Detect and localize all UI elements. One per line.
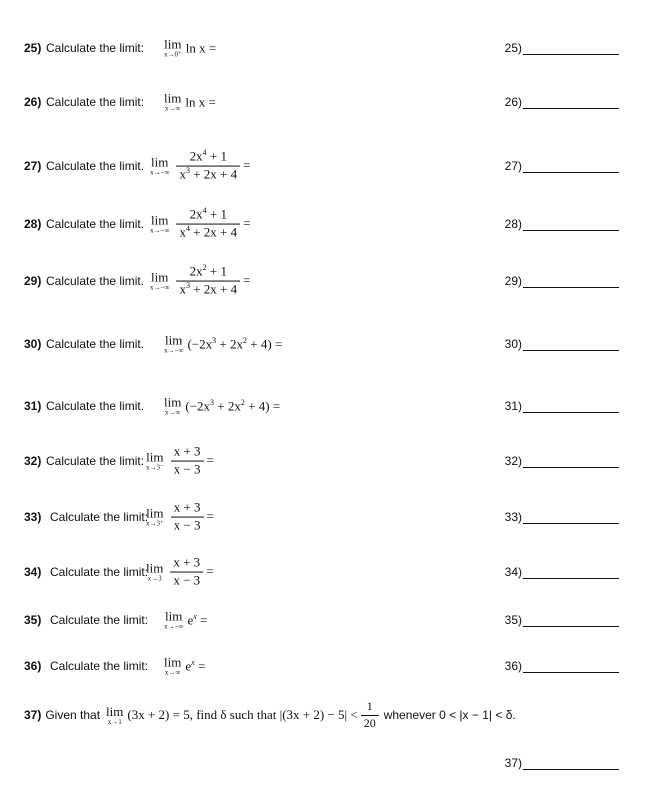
answer-line[interactable] [523,759,619,770]
answer-line[interactable] [523,98,619,109]
limit-subscript: x→3 [147,574,162,583]
math-expression: (3x + 2) = 5, find δ such that |(3x + 2) − 5| < [127,707,358,723]
problem-label: Calculate the limit. [46,337,145,351]
limit-subscript: x→−∞ [164,622,184,631]
answer-line[interactable] [523,616,619,627]
problem-math [164,334,282,355]
problem-math [164,656,205,677]
answer-blank-26[interactable] [505,95,619,109]
limit-operator: lim x→3⁻ [146,449,164,472]
limit-operator: lim x→∞ [164,654,182,677]
problem-text-end: whenever 0 < |x − 1| < δ. [383,708,516,723]
answer-line[interactable] [523,662,619,673]
problem-label: Calculate the limit: [46,41,145,55]
equals-sign: = [206,453,214,468]
problem-number: 37) [24,708,42,723]
problem-37 [24,700,516,731]
answer-blank-35[interactable] [505,613,619,627]
limit-operator: lim x→∞ [164,394,182,417]
problem-label: Calculate the limit: [50,659,149,673]
answer-blank-27[interactable] [505,159,619,173]
numerator: $2x^4 + 1$ [189,148,227,164]
limit-subscript: x→∞ [164,668,181,677]
fraction [170,556,203,589]
limit-subscript: x→0⁺ [164,50,182,59]
problem-label: Calculate the limit. [46,274,145,288]
fraction [171,445,204,478]
fraction [171,501,204,534]
problem-label: Calculate the limit: [46,95,145,109]
denominator: $x^4 + 2x + 4$ [176,224,240,241]
math-expression: ln x = [185,94,216,109]
problem-number: 30) [24,337,42,351]
answer-label: 32) [504,454,522,468]
problem-26 [24,82,645,122]
answer-label: 36) [504,659,522,673]
answer-label: 25) [504,41,522,55]
answer-label: 27) [504,159,522,173]
problem-text: Given that [45,708,101,723]
answer-blank-36[interactable] [505,659,619,673]
equals-sign: = [243,216,251,231]
equals-sign: = [243,158,251,173]
problem-math [146,445,214,478]
problem-label: Calculate the limit. [46,159,145,173]
answer-label: 26) [504,95,522,109]
limit-operator: lim x→3 [146,560,164,583]
problem-27 [24,146,645,186]
limit-operator: lim x→−∞ [164,332,184,355]
answer-line[interactable] [523,220,619,231]
equals-sign: = [206,564,214,579]
answer-line[interactable] [523,568,619,579]
limit-operator: lim x→∞ [164,90,182,113]
limit-subscript: x→∞ [164,408,181,417]
limit-operator: lim x→−∞ [164,608,184,631]
fraction [176,150,240,183]
answer-line[interactable] [523,457,619,468]
problem-number: 36) [24,659,42,673]
answer-blank-37[interactable] [505,756,619,770]
answer-blank-29[interactable] [505,274,619,288]
problem-label: Calculate the limit. [46,399,145,413]
equals-sign: = [206,509,214,524]
problem-math [146,501,214,534]
problem-math [106,700,382,731]
problem-31 [24,386,645,426]
problem-33 [24,497,645,537]
answer-blank-30[interactable] [505,337,619,351]
denominator: x − 3 [170,572,203,589]
problem-label: Calculate the limit: [50,510,149,524]
problem-math [164,610,207,631]
answer-label: 33) [504,510,522,524]
numerator: $2x^4 + 1$ [189,206,227,222]
problem-25 [24,28,645,68]
problem-math [164,396,280,417]
problem-number: 34) [24,565,42,579]
problem-number: 29) [24,274,42,288]
numerator: $2x^2 + 1$ [189,263,227,279]
problem-math [150,265,250,298]
math-expression: $e^x$ = [187,611,208,627]
math-expression: $(-2x^3 + 2x^2 + 4)$ = [185,397,281,413]
numerator: x + 3 [173,443,201,459]
problem-29 [24,261,645,301]
problem-number: 27) [24,159,42,173]
answer-blank-32[interactable] [505,454,619,468]
problem-32 [24,441,645,481]
limit-subscript: x→3⁻ [146,463,164,472]
problem-label: Calculate the limit. [46,217,145,231]
problem-number: 32) [24,454,42,468]
problem-math [150,150,250,183]
problem-math [146,556,214,589]
denominator: x − 3 [171,461,204,478]
numerator: x + 3 [173,499,201,515]
problem-36 [24,646,645,686]
limit-subscript: x→−∞ [150,226,170,235]
answer-line[interactable] [523,162,619,173]
limit-subscript: x→∞ [164,104,181,113]
answer-blank-31[interactable] [505,399,619,413]
problem-math [150,208,250,241]
answer-line[interactable] [523,44,619,55]
denominator: x − 3 [171,517,204,534]
answer-line[interactable] [523,340,619,351]
answer-line[interactable] [523,402,619,413]
limit-subscript: x→3⁺ [146,519,164,528]
numerator: x + 3 [173,554,201,570]
problem-label: Calculate the limit: [46,454,145,468]
problem-number: 33) [24,510,42,524]
problem-number: 31) [24,399,42,413]
denominator: $x^3 + 2x + 4$ [176,281,240,298]
answer-label: 30) [504,337,522,351]
answer-label: 28) [504,217,522,231]
problem-number: 26) [24,95,42,109]
limit-operator: lim x→3⁺ [146,505,164,528]
answer-blank-25[interactable] [505,41,619,55]
problem-math [164,38,216,59]
limit-subscript: x→−∞ [150,283,170,292]
problem-30 [24,324,645,364]
answer-line[interactable] [523,277,619,288]
problem-number: 25) [24,41,42,55]
answer-label: 34) [504,565,522,579]
fraction [176,265,240,298]
answer-line[interactable] [523,513,619,524]
problem-number: 28) [24,217,42,231]
answer-blank-34[interactable] [505,565,619,579]
problem-label: Calculate the limit: [50,565,149,579]
answer-label: 37) [504,756,522,770]
limit-subscript: x→−∞ [164,346,184,355]
math-expression: $e^x$ = [185,657,206,673]
answer-label: 31) [504,399,522,413]
denominator: $x^3 + 2x + 4$ [176,166,240,183]
limit-operator: lim x→−∞ [150,269,170,292]
math-expression: ln x = [185,40,217,55]
fraction [176,208,240,241]
problem-28 [24,204,645,244]
answer-label: 35) [504,613,522,627]
problem-label: Calculate the limit: [50,613,149,627]
fraction: $\frac{1}{20}$ [361,700,379,731]
limit-operator: lim x→−∞ [150,212,170,235]
limit-operator: lim x→−∞ [150,154,170,177]
limit-subscript: x→−∞ [150,168,170,177]
answer-label: 29) [504,274,522,288]
answer-blank-28[interactable] [505,217,619,231]
answer-blank-33[interactable] [505,510,619,524]
problem-35 [24,600,645,640]
problem-34 [24,552,645,592]
limit-operator: lim x→1 [106,703,124,726]
problem-math [164,92,216,113]
limit-operator: lim x→0⁺ [164,36,182,59]
math-expression: $(-2x^3 + 2x^2 + 4)$ = [187,335,283,351]
equals-sign: = [243,273,251,288]
problem-number: 35) [24,613,42,627]
